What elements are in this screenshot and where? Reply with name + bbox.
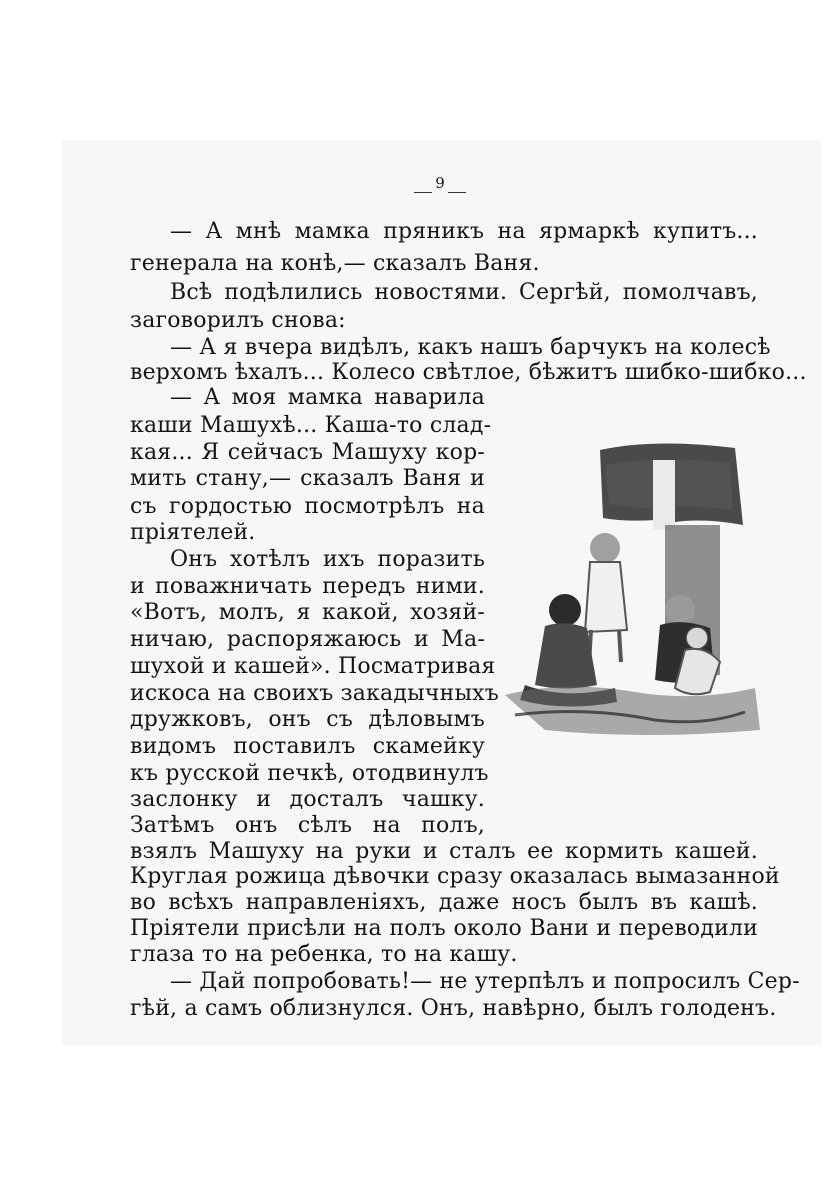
illustration-children-on-floor [505,430,770,740]
text-line: «Вотъ, молъ, я какой, хозяй- [130,600,485,625]
text-line: пріятелей. [130,520,256,545]
text-line: — А моя мамка наварила [170,385,485,410]
page-number-text: 9 [435,174,445,192]
page-number [420,174,460,192]
text-line: шухой и кашей». Посматривая [130,654,496,679]
text-line: гѣй, а самъ облизнулся. Онъ, навѣрно, былъ голоденъ. [130,996,777,1021]
text-line: заговорилъ снова: [130,308,346,333]
text-line: каши Машухѣ... Каша-то слад- [130,413,492,438]
text-line: во всѣхъ направленіяхъ, даже носъ былъ въ кашѣ. [130,890,758,915]
text-line: видомъ поставилъ скамейку [130,734,485,759]
text-line: — А мнѣ мамка пряникъ на ярмаркѣ купитъ... [170,219,758,244]
text-line: ничаю, распоряжаюсь и Ма- [130,627,485,652]
text-line: мить стану,— сказалъ Ваня и [130,466,485,491]
text-line: Всѣ подѣлились новостями. Сергѣй, помолчавъ, [170,280,758,305]
text-line: Пріятели присѣли на полъ около Вани и переводили [130,916,758,941]
text-line: и поважничать передъ ними. [130,574,485,599]
text-line: искоса на своихъ закадычныхъ [130,681,499,706]
text-line: дружковъ, онъ съ дѣловымъ [130,707,485,732]
text-line: верхомъ ѣхалъ... Колесо свѣтлое, бѣжитъ шибко-шибко... [130,360,807,385]
text-line: — А я вчера видѣлъ, какъ нашъ барчукъ на колесѣ [170,335,771,360]
page-number-rule-left [414,192,432,193]
text-line: генерала на конѣ,— сказалъ Ваня. [130,251,540,276]
text-line: кая... Я сейчасъ Машуху кор- [130,440,485,465]
page-number-rule-right [448,192,466,193]
text-line: Затѣмъ онъ сѣлъ на полъ, [130,813,485,838]
text-line: взялъ Машуху на руки и сталъ ее кормить кашей. [130,839,758,864]
text-line: Круглая рожица дѣвочки сразу оказалась вымазанной [130,864,780,889]
text-line: съ гордостью посмотрѣлъ на [130,494,485,519]
text-line: заслонку и досталъ чашку. [130,787,485,812]
text-line: — Дай попробовать!— не утерпѣлъ и попросилъ Сер- [170,969,800,994]
text-line: глаза то на ребенка, то на кашу. [130,942,518,967]
text-line: Онъ хотѣлъ ихъ поразить [170,547,485,572]
text-line: къ русской печкѣ, отодвинулъ [130,761,489,786]
